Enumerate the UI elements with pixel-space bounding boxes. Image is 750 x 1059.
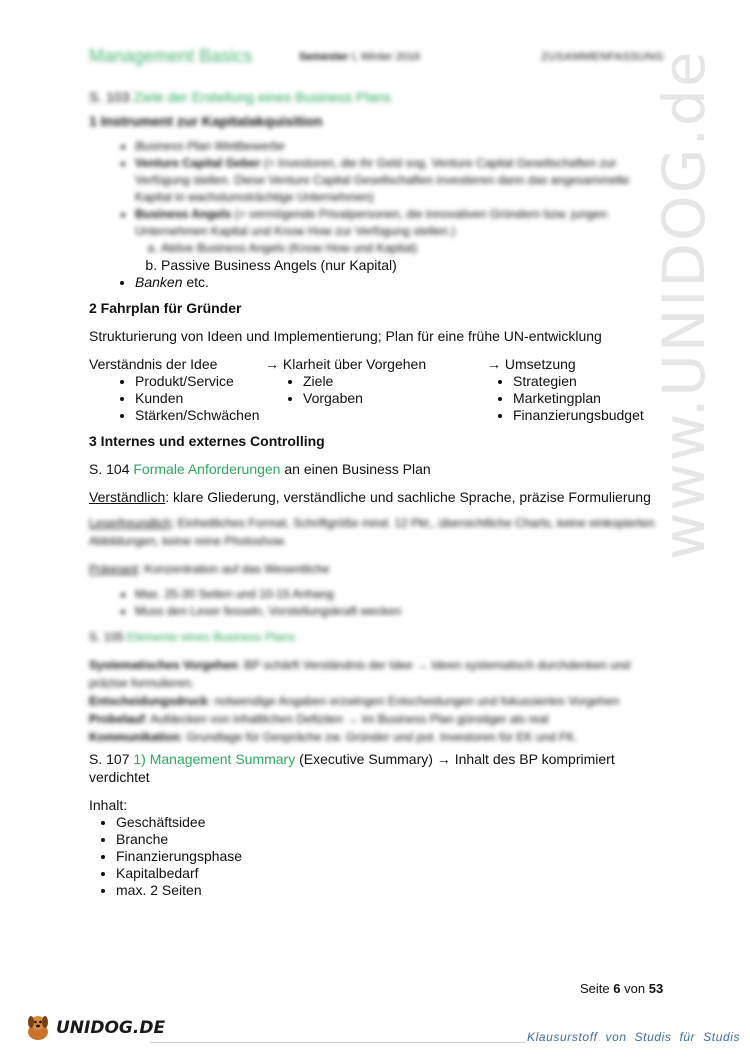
list-item: • Ziele — [303, 373, 487, 390]
sec2-columns — [89, 355, 669, 424]
s107-heading: S. 107 1) Management Summary (Executive Summary) → Inhalt des BP komprimiert verdichtet — [89, 751, 615, 785]
list-item: • Geschäftsidee — [116, 814, 669, 831]
header-semester: Semester I, Winter 2016 — [299, 51, 421, 63]
s105-heading: S. 105 Elemente eines Business Plans — [89, 630, 296, 644]
probelauf-line: Probelauf: Aufdecken von inhaltlichen Defiziten → im Business Plan günstiger als real — [89, 712, 549, 726]
list-item: • Banken etc. — [135, 274, 669, 291]
list-item: • Branche — [116, 831, 669, 848]
list-item: • Finanzierungsphase — [116, 848, 669, 865]
list-item: a. Aktive Business Angels (Know How und Kapital) — [161, 240, 669, 257]
column-vorgehen: → Klarheit über Vorgehen • Ziele • Vorgaben — [265, 355, 487, 424]
header-title: Management Basics — [89, 46, 253, 66]
entscheidungsdruck-line: Entscheidungsdruck: notwendige Angaben erzwingen Entscheidungen und fokussiertes Vorgehen — [89, 694, 620, 708]
column-umsetzung: → Umsetzung • Strategien • Marketingplan • Finanzierungsbudget — [487, 355, 669, 424]
list-item: b. Passive Business Angels (nur Kapital) — [161, 257, 669, 274]
list-item: • Kunden — [135, 390, 265, 407]
logo-text: UNIDOG.DE — [56, 1018, 166, 1038]
verstaendlich-line: Verständlich: klare Gliederung, verständliche und sachliche Sprache, präzise Formulierung — [89, 489, 651, 505]
list-item: • Marketingplan — [513, 390, 669, 407]
sec2-intro: Strukturierung von Ideen und Implementierung; Plan für eine frühe UN-entwicklung — [89, 328, 602, 344]
footer-tagline: Klausurstoff von Studis für Studis — [527, 1030, 741, 1044]
inhalt-list — [89, 814, 669, 899]
list-item: • Business Plan Wettbewerbe — [135, 138, 669, 155]
dog-icon — [22, 1012, 54, 1044]
watermark: www.UNIDOG.de — [650, 49, 718, 560]
formale-anforderungen-link: Formale Anforderungen — [133, 461, 281, 477]
page-header — [89, 46, 664, 70]
list-item: • Produkt/Service — [135, 373, 265, 390]
page-number: Seite 6 von 53 — [580, 981, 664, 996]
list-item: • Kapitalbedarf — [116, 865, 669, 882]
sec1-list — [89, 138, 669, 240]
page-content — [89, 88, 669, 899]
list-item: • Stärken/Schwächen — [135, 407, 265, 424]
sec1-list-tail — [89, 274, 669, 291]
sec3-title: 3 Internes und externes Controlling — [89, 433, 325, 449]
sec1-sublist — [89, 240, 669, 274]
column-idee: Verständnis der Idee • Produkt/Service • Kunden • Stärken/Schwächen — [89, 355, 265, 424]
sec2-title: 2 Fahrplan für Gründer — [89, 300, 242, 316]
systematisch-line: Systematisches Vorgehen: BP schärft Verständnis der Idee → Ideen systematisch durchdenken und präzise formulieren. — [89, 658, 631, 690]
header-doc-type: ZUSAMMENFASSUNG — [540, 51, 664, 63]
s104-heading: S. 104 Formale Anforderungen an einen Business Plan — [89, 461, 431, 477]
management-summary-link: 1) Management Summary — [133, 751, 296, 767]
sec1-title: 1 Instrument zur Kapitalakquisition — [89, 113, 323, 129]
list-item: • Vorgaben — [303, 390, 487, 407]
footer-divider — [150, 1042, 525, 1043]
inhalt-label: Inhalt: — [89, 797, 128, 813]
kommunikation-line: Kommunikation: Grundlage für Gespräche zw. Gründer und pot. Investoren für EK und FK. — [89, 730, 578, 744]
list-item: • Venture Capital Geber (= Investoren, die ihr Geld sog. Venture Capital Gesellschaften zur Verfügung stellen. Diese Venture Capital Gesellschaften investieren dann das angesammelte Kapital in wachstumsträchtige Unternehmen) — [135, 155, 669, 206]
s103-heading: S. 103 Ziele der Erstellung eines Business Plans — [89, 89, 391, 105]
list-item: • max. 2 Seiten — [116, 882, 669, 899]
leserfreundlich-line: Leserfreundlich: Einheitliches Format, Schriftgröße mind. 12 Pkt., übersichtliche Charts, keine einkopierten Abbildungen, keine reine Photoshow. — [89, 516, 655, 548]
list-item: • Finanzierungsbudget — [513, 407, 669, 424]
list-item: • Max. 25-30 Seiten und 10-15 Anhang — [135, 586, 669, 603]
praegnant-line: Prägnant: Konzentration auf das Wesentliche — [89, 562, 330, 576]
praegnant-list — [89, 586, 669, 620]
list-item: • Strategien — [513, 373, 669, 390]
unidog-logo — [22, 1012, 165, 1044]
list-item: • Business Angels (= vermögende Privatpersonen, die innovativen Gründern bzw. jungen Unternehmen Kapital und Know How zur Verfügung stellen.) — [135, 206, 669, 240]
list-item: • Muss den Leser fesseln, Vorstellungskraft wecken — [135, 603, 669, 620]
